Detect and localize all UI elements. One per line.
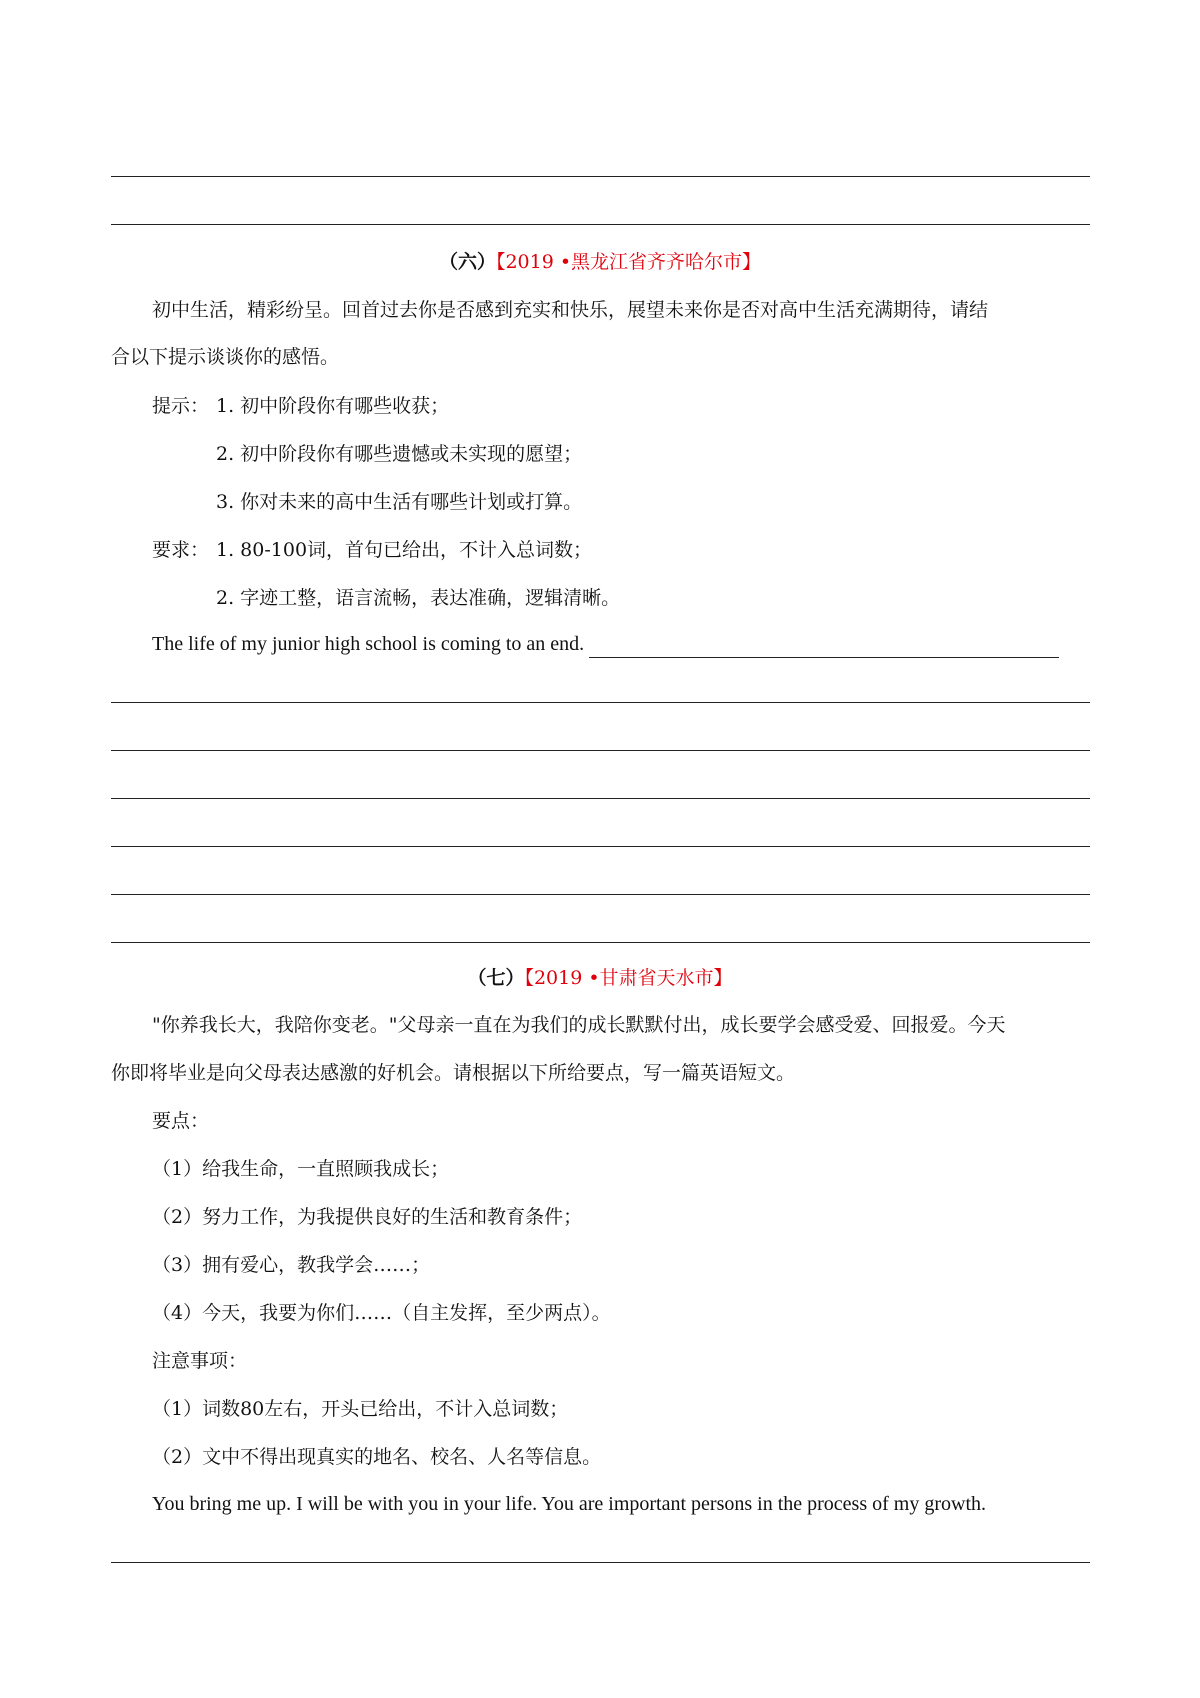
answer-line[interactable] [111,750,1090,751]
section7-heading [0,964,1200,992]
section6-first-sentence: The life of my junior high school is coming to an end. [152,633,585,655]
section7-intro-line1: "你养我长大，我陪你变老。"父母亲一直在为我们的成长默默付出，成长要学会感受爱、回报爱。今天 [152,1014,1006,1036]
section7-note-1: （1）词数80左右，开头已给出，不计入总词数； [152,1398,569,1420]
answer-line[interactable] [111,942,1090,943]
section6-number: （六） [438,251,496,273]
section7-note-2: （2）文中不得出现真实的地名、校名、人名等信息。 [152,1446,602,1468]
answer-line[interactable] [111,224,1090,225]
section7-first-sentence: You bring me up. I will be with you in your life. You are important persons in the process of my growth. [152,1493,986,1515]
answer-line[interactable] [111,798,1090,799]
section6-intro-line2: 合以下提示谈谈你的感悟。 [111,346,340,368]
answer-line[interactable] [111,1562,1090,1563]
section6-first-sentence-line [152,630,1059,658]
section6-intro-line1: 初中生活，精彩纷呈。回首过去你是否感到充实和快乐，展望未来你是否对高中生活充满期待，请结 [152,299,989,321]
section7-source: 【2019 •甘肃省天水市】 [524,967,733,989]
section7-points-label: 要点： [152,1110,210,1132]
answer-line[interactable] [111,894,1090,895]
answer-line[interactable] [111,702,1090,703]
section7-number: （七） [467,967,525,989]
section7-notes-label: 注意事项： [152,1350,248,1372]
section6-req-label: 要求： [152,539,210,561]
answer-blank[interactable] [589,635,1059,658]
section7-point-1: （1）给我生命，一直照顾我成长； [152,1158,450,1180]
section6-hint-3: 3. 你对未来的高中生活有哪些计划或打算。 [216,491,583,513]
section6-req-2: 2. 字迹工整，语言流畅，表达准确，逻辑清晰。 [216,587,621,609]
section6-heading [0,248,1200,276]
section7-point-3: （3）拥有爱心，教我学会……； [152,1254,431,1276]
section7-point-4: （4）今天，我要为你们……（自主发挥，至少两点）。 [152,1302,611,1324]
section7-point-2: （2）努力工作，为我提供良好的生活和教育条件； [152,1206,583,1228]
section6-hints-label: 提示： [152,395,210,417]
section6-hint-2: 2. 初中阶段你有哪些遗憾或未实现的愿望； [216,443,583,465]
section6-req-1: 1. 80-100词，首句已给出，不计入总词数； [216,539,593,561]
answer-line[interactable] [111,846,1090,847]
answer-line[interactable] [111,176,1090,177]
section6-hint-1: 1. 初中阶段你有哪些收获； [216,395,450,417]
section6-source: 【2019 •黑龙江省齐齐哈尔市】 [495,251,762,273]
section7-intro-line2: 你即将毕业是向父母表达感激的好机会。请根据以下所给要点，写一篇英语短文。 [111,1062,796,1084]
